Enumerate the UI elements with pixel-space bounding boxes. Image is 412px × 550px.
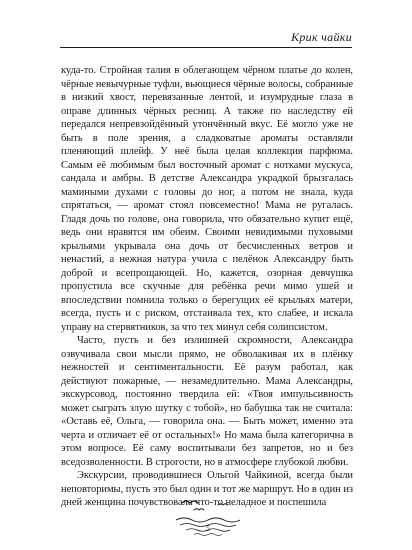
body-text [61,64,353,510]
paragraph-2: Часто, пусть и без излишней скромности, Александра озвучивала свои мысли прямо, не обволакивая их в плёнку нежностей и сентиментальности. Её разум работал, как действуют пожарные, — незамедлительно. Мама Александры, экскурсовод, постоянно твердила ей: «Твоя импульсивность может сыграть злую шутку с тобой», но бабушка так не считала: «Оставь её, Ольга, — говорила она. — Быть может, именно эта черта и отличает её от остальных!» Но мама была категорична в этом вопросе. Её саму воспитывали без запретов, но и без вседозволенности. В строгости, но в атмосфере глубокой любви. [61,335,353,468]
paragraph-3: Экскурсии, проводившиеся Ольгой Чайкиной, всегда были неповторимы, пусть это был один и тот же маршрут. Но в один из дней женщина почувствовала что-то неладное и поспешила [61,470,353,508]
page-number: 5 [206,524,210,533]
running-header-title: Крик чайки [291,30,352,44]
header-rule [60,47,352,48]
running-header [60,30,352,50]
paragraph-1: куда-то. Стройная талия в облегающем чёрном платье до колен, чёрные невычурные туфли, вьющиеся чёрные волосы, собранные в низкий хвост, перевязанные лентой, и изумрудные глаза в оправе длинных чёрных ресниц. А также по наследству ей передался непревзойдённый утончённый вкус. Её могло уже не быть в поле зрения, а сладковатые ароматы оставляли пленяющий шлейф. У неё была целая коллекция парфюма. Самым её любимым был восточный аромат с нотками мускуса, сандала и амбры. В детстве Александра украдкой брызгалась мамиными духами с головы до ног, а потом не знала, куда спрятаться, — аромат стоял повсеместно! Мама не ругалась. Гладя дочь по голове, она говорила, что обязательно купит ещё, ведь они нравятся им обеим. Своими невидимыми пуховыми крыльями укрывала она дочь от бесчисленных ветров и ненастий, а нежная натура учила с пелёнок Александру быть доброй и всепрощающей. Но, кажется, озорная девчушка пропустила все скучные для ребёнка речи мимо ушей и впоследствии помнила только о берегущих её крыльях матери, всегда, пусть и с риском, отстаивала тех, кто слабее, и искала управу на стервятников, за что тех минул себя солипсистом. [61,65,353,333]
